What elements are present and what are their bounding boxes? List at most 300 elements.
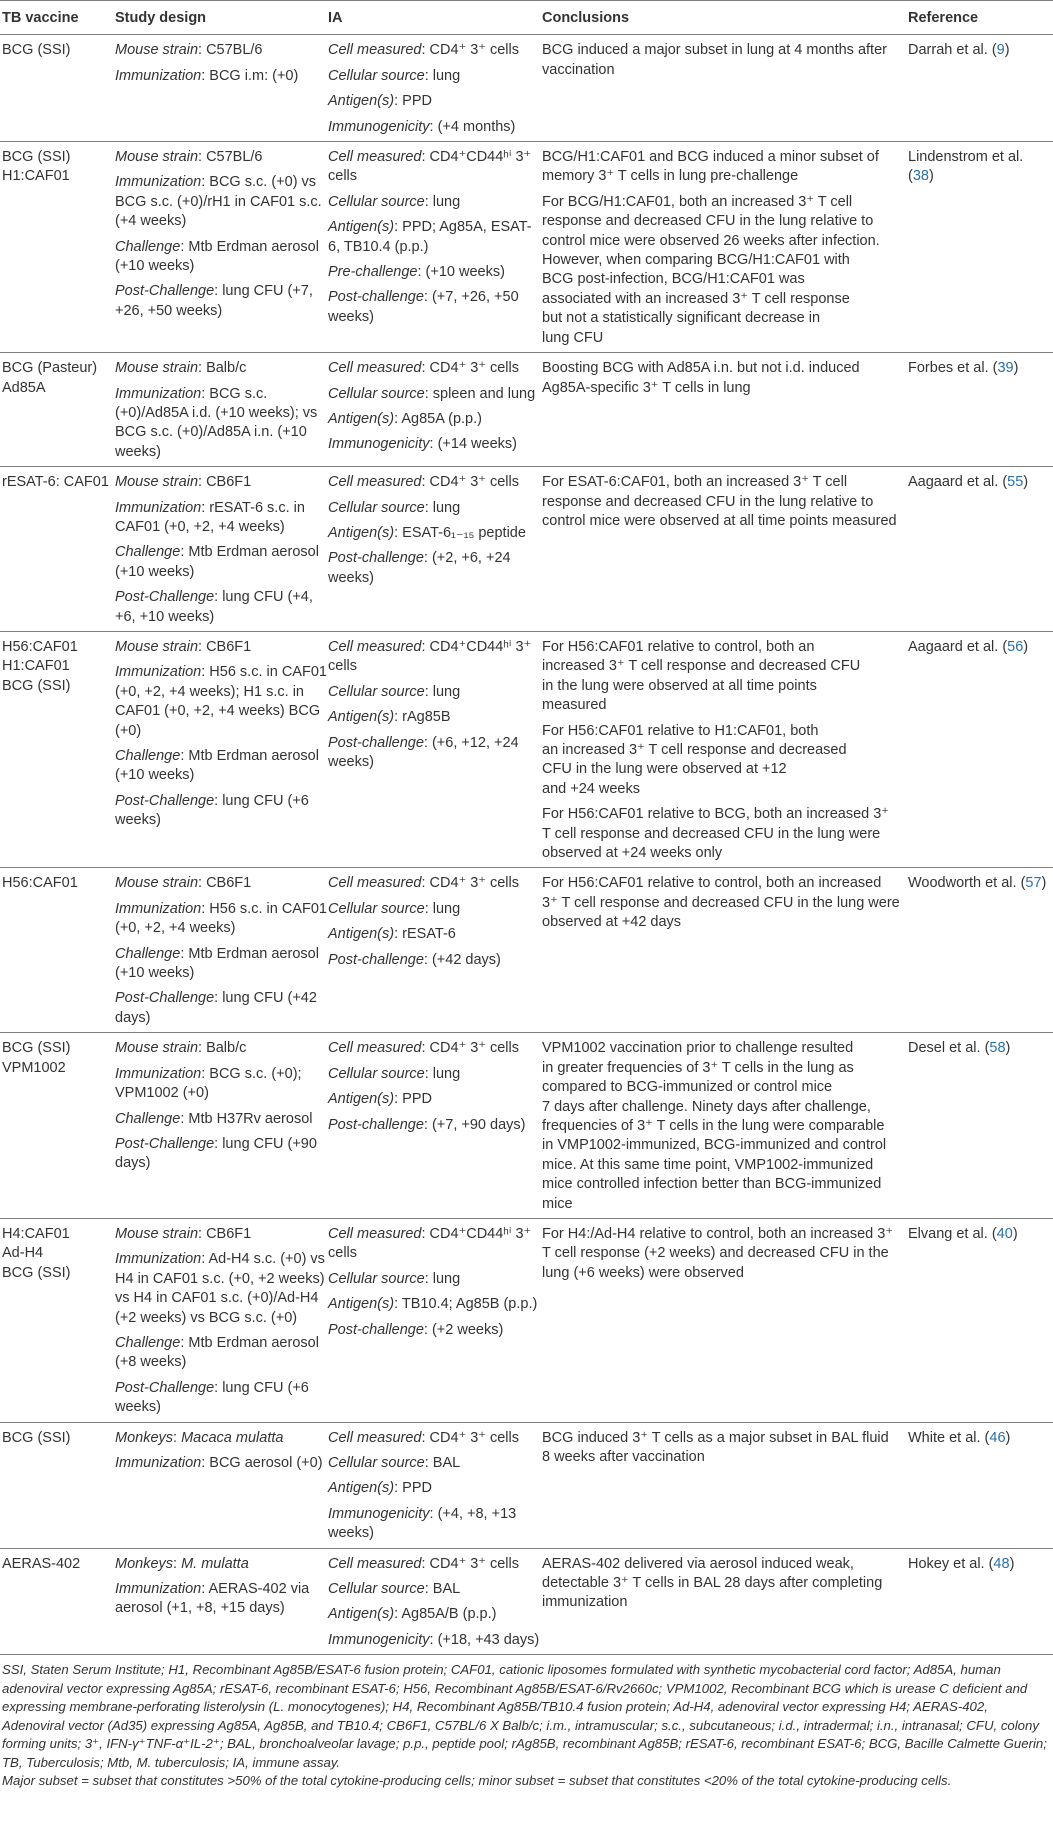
design-key: Monkeys	[115, 1555, 174, 1572]
ia-key: Cell measured	[328, 1429, 422, 1446]
cell-study-design	[115, 1033, 328, 1219]
reference-text: Aagaard et al. (	[908, 638, 1008, 655]
ia-entry	[328, 499, 542, 518]
table-header	[0, 1, 1053, 35]
design-key: Post-Challenge	[115, 1379, 215, 1396]
ia-entry	[328, 951, 542, 970]
conclusion-line: For ESAT-6:CAF01, both an increased 3⁺ T cell	[542, 474, 848, 491]
ia-key: Immunogenicity	[328, 118, 430, 135]
cell-conclusions	[542, 353, 908, 467]
design-key: Post-Challenge	[115, 589, 215, 606]
ia-value: : CD4⁺ 3⁺ cells	[421, 1429, 519, 1446]
ia-entry	[328, 1321, 542, 1340]
design-entry	[115, 1379, 328, 1418]
vaccine-name: BCG (SSI)	[2, 1040, 71, 1057]
design-key: Mouse strain	[115, 875, 199, 892]
ia-key: Cell measured	[328, 1555, 422, 1572]
ia-entry	[328, 638, 542, 677]
design-entry	[115, 1454, 328, 1473]
conclusion-line: T cell response (+2 weeks) and decreased CFU in the	[542, 1245, 889, 1262]
ia-entry	[328, 1605, 542, 1624]
header-reference: Reference	[908, 1, 1053, 35]
design-value: :	[173, 1429, 182, 1446]
design-key: Mouse strain	[115, 360, 199, 377]
ia-key: Post-challenge	[328, 289, 424, 306]
ia-key: Pre-challenge	[328, 264, 418, 281]
ia-entry	[328, 1116, 542, 1135]
ia-key: Antigen(s)	[328, 93, 395, 110]
design-entry	[115, 385, 328, 463]
ia-entry	[328, 263, 542, 282]
design-value: : Balb/c	[198, 360, 247, 377]
conclusion-line: However, when comparing BCG/H1:CAF01 with	[542, 252, 850, 269]
ia-value: : BAL	[424, 1581, 461, 1598]
design-entry	[115, 747, 328, 786]
design-value: : lung CFU (+7, +26, +50 weeks)	[115, 283, 313, 319]
design-entry	[115, 1555, 328, 1574]
conclusion-paragraph	[542, 722, 908, 800]
reference-number: 56	[1007, 638, 1024, 655]
conclusion-line: compared to BCG-immunized or control mice	[542, 1079, 833, 1096]
reference-close: )	[1023, 474, 1029, 491]
conclusion-paragraph	[542, 1555, 908, 1613]
conclusion-line: lung CFU	[542, 329, 604, 346]
cell-conclusions	[542, 868, 908, 1033]
ia-value: : ESAT-6₁₋₁₅ peptide	[394, 524, 526, 541]
ia-value: : (+4, +8, +13 weeks)	[328, 1505, 517, 1542]
design-value: : Mtb H37Rv aerosol	[180, 1110, 313, 1127]
design-entry	[115, 989, 328, 1028]
ia-key: Cellular source	[328, 67, 425, 84]
ia-value: : (+2 weeks)	[423, 1321, 504, 1338]
ia-entry	[328, 925, 542, 944]
conclusion-line: 7 days after challenge. Ninety days after challenge,	[542, 1098, 871, 1115]
design-key: Mouse strain	[115, 42, 199, 59]
conclusion-line: BCG/H1:CAF01 and BCG induced a minor subset of	[542, 149, 879, 166]
design-key: Mouse strain	[115, 149, 199, 166]
ia-entry	[328, 288, 542, 327]
reference-close: )	[1023, 638, 1029, 655]
table-row	[0, 631, 1053, 867]
vaccine-name: rESAT-6: CAF01	[2, 474, 109, 491]
design-entry	[115, 945, 328, 984]
cell-study-design	[115, 1422, 328, 1548]
design-value: :	[173, 1555, 182, 1572]
design-entry	[115, 282, 328, 321]
cell-tb-vaccine	[0, 1033, 115, 1219]
ia-value: : PPD	[394, 1480, 432, 1497]
conclusion-line: response and decreased CFU in the lung relative to	[542, 493, 874, 510]
design-key: Immunization	[115, 1065, 202, 1082]
design-entry	[115, 173, 328, 231]
conclusion-paragraph	[542, 41, 908, 80]
ia-value: : PPD	[394, 93, 432, 110]
cell-ia	[328, 1422, 542, 1548]
vaccine-name: H56:CAF01	[2, 875, 78, 892]
conclusion-line: mice controlled infection better than BCG-immunized mice	[542, 1176, 882, 1212]
ia-entry	[328, 549, 542, 588]
cell-study-design	[115, 142, 328, 353]
cell-ia	[328, 142, 542, 353]
design-entry	[115, 1580, 328, 1619]
design-entry	[115, 1110, 328, 1129]
reference-close: )	[1012, 1225, 1018, 1242]
vaccine-name: H1:CAF01	[2, 168, 70, 185]
conclusion-paragraph	[542, 1429, 908, 1468]
ia-value: : (+6, +12, +24 weeks)	[328, 734, 519, 770]
ia-key: Antigen(s)	[328, 1480, 395, 1497]
reference-text: Woodworth et al. (	[908, 875, 1026, 892]
reference-text: White et al. (	[908, 1429, 990, 1446]
design-entry	[115, 473, 328, 492]
ia-key: Cellular source	[328, 499, 425, 516]
cell-ia	[328, 467, 542, 632]
ia-entry	[328, 1454, 542, 1473]
reference-text: Lindenstrom et al. (	[908, 149, 1024, 185]
ia-entry	[328, 148, 542, 187]
reference-number: 55	[1007, 474, 1024, 491]
ia-value: : lung	[424, 499, 461, 516]
ia-entry	[328, 1631, 542, 1650]
conclusion-paragraph	[542, 1039, 908, 1214]
vaccine-name: BCG (SSI)	[2, 149, 71, 166]
conclusion-paragraph	[542, 1225, 908, 1283]
ia-value: : (+18, +43 days)	[429, 1631, 540, 1648]
design-value: : AERAS-402 via aerosol (+1, +8, +15 days)	[115, 1581, 310, 1617]
design-entry	[115, 638, 328, 657]
table-row	[0, 1033, 1053, 1219]
ia-value: : PPD	[394, 1091, 432, 1108]
conclusion-line: measured	[542, 697, 607, 714]
conclusion-line: associated with an increased 3⁺ T cell response	[542, 290, 850, 307]
header-row	[0, 1, 1053, 35]
cell-conclusions	[542, 631, 908, 867]
cell-reference	[908, 1033, 1053, 1219]
ia-entry	[328, 1505, 542, 1544]
conclusion-line: and +24 weeks	[542, 780, 640, 797]
ia-value: : CD4⁺ 3⁺ cells	[421, 474, 519, 491]
cell-conclusions	[542, 35, 908, 142]
conclusion-line: T cell response and decreased CFU in the lung were	[542, 825, 881, 842]
conclusion-line: CFU in the lung were observed at +12	[542, 761, 787, 778]
conclusion-line: Boosting BCG with Ad85A i.n. but not i.d. induced	[542, 360, 860, 377]
design-value: : H56 s.c. in CAF01 (+0, +2, +4 weeks)	[115, 900, 327, 937]
cell-ia	[328, 1548, 542, 1655]
ia-entry	[328, 683, 542, 702]
ia-entry	[328, 1295, 542, 1314]
design-key: Monkeys	[115, 1429, 174, 1446]
cell-study-design	[115, 1548, 328, 1655]
design-value-italic: M. mulatta	[181, 1555, 249, 1572]
conclusion-line: For H56:CAF01 relative to H1:CAF01, both	[542, 722, 819, 739]
ia-key: Antigen(s)	[328, 1091, 395, 1108]
ia-key: Cellular source	[328, 1455, 425, 1471]
conclusion-line: in greater frequencies of 3⁺ T cells in the lung as	[542, 1059, 854, 1076]
design-key: Immunization	[115, 174, 202, 191]
design-value: : Ad-H4 s.c. (+0) vs H4 in CAF01 s.c. (+0, +2 weeks) vs H4 in CAF01 s.c. (+0)/Ad-H4 (+2 weeks) vs BCG s.c. (+0)	[115, 1251, 325, 1326]
ia-value: : Ag85A/B (p.p.)	[394, 1606, 497, 1623]
vaccine-name: BCG (SSI)	[2, 1264, 71, 1281]
conclusion-line: VPM1002 vaccination prior to challenge resulted	[542, 1040, 854, 1057]
design-key: Post-Challenge	[115, 283, 215, 300]
cell-study-design	[115, 353, 328, 467]
cell-ia	[328, 868, 542, 1033]
ia-key: Post-challenge	[328, 734, 424, 751]
table-row	[0, 142, 1053, 353]
cell-study-design	[115, 868, 328, 1033]
ia-entry	[328, 118, 542, 137]
conclusion-line: For BCG/H1:CAF01, both an increased 3⁺ T cell	[542, 193, 853, 210]
design-entry	[115, 1250, 328, 1328]
conclusion-line: 3⁺ T cell response and decreased CFU in the lung were	[542, 894, 900, 911]
ia-key: Cell measured	[328, 149, 422, 166]
vaccine-name: Ad-H4	[2, 1245, 44, 1262]
conclusion-line: For H4:/Ad-H4 relative to control, both an increased 3⁺	[542, 1225, 893, 1242]
design-value: : Mtb Erdman aerosol (+10 weeks)	[115, 544, 319, 580]
design-value: : CB6F1	[198, 474, 252, 491]
ia-value: : (+42 days)	[423, 951, 501, 968]
design-key: Challenge	[115, 1110, 181, 1127]
reference-close: )	[1009, 1555, 1015, 1572]
reference-number: 58	[989, 1040, 1006, 1057]
ia-entry	[328, 1039, 542, 1058]
ia-value: : CD4⁺CD44ʰⁱ 3⁺ cells	[328, 1225, 532, 1262]
reference-text: Hokey et al. (	[908, 1555, 994, 1572]
design-key: Immunization	[115, 67, 202, 84]
vaccine-name: BCG (SSI)	[2, 42, 71, 59]
ia-entry	[328, 435, 542, 454]
ia-value: : lung	[424, 1065, 461, 1082]
conclusion-line: BCG induced a major subset in lung at 4 months after	[542, 42, 887, 59]
design-value: : BCG i.m: (+0)	[201, 67, 299, 84]
ia-entry	[328, 874, 542, 893]
ia-key: Post-challenge	[328, 1321, 424, 1338]
vaccine-name: H4:CAF01	[2, 1225, 70, 1242]
design-key: Post-Challenge	[115, 792, 215, 809]
vaccine-name: BCG (Pasteur)	[2, 360, 98, 377]
cell-tb-vaccine	[0, 631, 115, 867]
ia-key: Antigen(s)	[328, 524, 395, 541]
reference-text: Elvang et al. (	[908, 1225, 997, 1242]
design-value: : lung CFU (+42 days)	[115, 990, 317, 1026]
ia-key: Immunogenicity	[328, 1505, 430, 1522]
design-key: Post-Challenge	[115, 1135, 215, 1152]
conclusion-line: observed at +24 weeks only	[542, 845, 723, 862]
ia-value: : (+7, +90 days)	[423, 1116, 526, 1133]
table-row	[0, 1548, 1053, 1655]
ia-value: : TB10.4; Ag85B (p.p.)	[394, 1296, 538, 1313]
ia-value: : (+2, +6, +24 weeks)	[328, 550, 511, 586]
cell-reference	[908, 467, 1053, 632]
design-entry	[115, 148, 328, 167]
design-key: Challenge	[115, 748, 181, 764]
design-entry	[115, 1065, 328, 1104]
conclusion-line: an increased 3⁺ T cell response and decreased	[542, 742, 847, 758]
ia-key: Cellular source	[328, 1270, 425, 1287]
vaccine-name: BCG (SSI)	[2, 1429, 71, 1446]
vaccine-name: H56:CAF01	[2, 638, 78, 655]
ia-value: : lung	[424, 683, 461, 700]
conclusion-paragraph	[542, 473, 908, 531]
conclusion-line: BCG induced 3⁺ T cells as a major subset in BAL fluid	[542, 1429, 889, 1446]
ia-value: : CD4⁺ 3⁺ cells	[421, 42, 519, 59]
design-value: : C57BL/6	[198, 42, 263, 59]
conclusion-line: response and decreased CFU in the lung relative to	[542, 213, 874, 230]
cell-ia	[328, 1218, 542, 1422]
conclusion-line: in the lung were observed at all time points	[542, 677, 817, 694]
conclusion-paragraph	[542, 805, 908, 863]
design-key: Mouse strain	[115, 474, 199, 491]
design-value: : lung CFU (+6 weeks)	[115, 1379, 309, 1416]
conclusion-paragraph	[542, 359, 908, 398]
design-value: : H56 s.c. in CAF01 (+0, +2, +4 weeks); H1 s.c. in CAF01 (+0, +2, +4 weeks) BCG (+0)	[115, 664, 327, 739]
conclusion-paragraph	[542, 193, 908, 348]
reference-close: )	[1004, 42, 1010, 59]
reference-close: )	[1013, 360, 1019, 377]
reference-number: 48	[993, 1555, 1010, 1572]
cell-study-design	[115, 467, 328, 632]
conclusion-line: For H56:CAF01 relative to BCG, both an increased 3⁺	[542, 806, 889, 823]
cell-tb-vaccine	[0, 142, 115, 353]
cell-tb-vaccine	[0, 467, 115, 632]
reference-number: 38	[912, 168, 929, 185]
cell-ia	[328, 35, 542, 142]
design-value: : lung CFU (+6 weeks)	[115, 792, 309, 829]
ia-entry	[328, 1479, 542, 1498]
conclusion-line: 8 weeks after vaccination	[542, 1449, 705, 1465]
ia-key: Cellular source	[328, 1065, 425, 1082]
footnote-abbreviations: SSI, Staten Serum Institute; H1, Recombinant Ag85B/ESAT-6 fusion protein; CAF01, cationic liposomes formulated with synthetic mycobacterial cord factor; Ad85A, human adenoviral vector expressing Ag85A; rESAT-6, recombinant ESAT-6; H56, Recombinant Ag85B/ESAT-6/Rv2660c; VPM1002, Recombinant BCG which is urease C deficient and expressing membrane-perforating listerolysin (L. monocytogenes); H4, Recombinant Ag85B/TB10.4 fusion protein; Ad-H4, adenoviral vector expressing H4; AERAS-402, Adenoviral vector (Ad35) expressing Ag85A, Ag85B, and TB10.4; CB6F1, C57BL/6 X Balb/c; i.m., intramuscular; s.c., subcutaneous; i.d., intradermal; i.n., intranasal; CFU, colony forming units; 3⁺, IFN-γ⁺TNF-α⁺IL-2⁺; BAL, bronchoalveolar lavage; p.p., peptide pool; rAg85B, recombinant Ag85B; rESAT-6, recombinant ESAT-6; BCG, Bacille Calmette Guerin; TB, Tuberculosis; Mtb, M. tuberculosis; IA, immune assay.	[2, 1662, 1047, 1770]
design-entry	[115, 874, 328, 893]
design-key: Mouse strain	[115, 638, 199, 655]
cell-study-design	[115, 35, 328, 142]
conclusion-line: For H56:CAF01 relative to control, both an increased	[542, 875, 882, 892]
design-value: : lung CFU (+90 days)	[115, 1135, 317, 1172]
ia-key: Antigen(s)	[328, 709, 395, 726]
design-entry	[115, 1039, 328, 1058]
cell-tb-vaccine	[0, 35, 115, 142]
conclusion-line: mice. At this same time point, VMP1002-immunized	[542, 1156, 874, 1173]
design-value: : Mtb Erdman aerosol (+10 weeks)	[115, 945, 319, 982]
reference-number: 39	[997, 360, 1014, 377]
table-row	[0, 35, 1053, 142]
ia-entry	[328, 1429, 542, 1448]
reference-close: )	[1005, 1040, 1011, 1057]
cell-study-design	[115, 631, 328, 867]
conclusion-line: AERAS-402 delivered via aerosol induced weak,	[542, 1555, 854, 1572]
cell-conclusions	[542, 142, 908, 353]
reference-text: Aagaard et al. (	[908, 474, 1008, 491]
design-key: Challenge	[115, 945, 181, 962]
design-key: Immunization	[115, 664, 202, 681]
ia-entry	[328, 359, 542, 378]
ia-entry	[328, 1580, 542, 1599]
conclusion-line: detectable 3⁺ T cells in BAL 28 days after completing	[542, 1575, 883, 1592]
ia-value: : (+10 weeks)	[417, 264, 505, 281]
ia-key: Cellular source	[328, 683, 425, 700]
ia-key: Cell measured	[328, 875, 422, 892]
table-row	[0, 467, 1053, 632]
reference-close: )	[1005, 1429, 1011, 1446]
table-footnote	[0, 1661, 1053, 1791]
design-entry	[115, 588, 328, 627]
cell-ia	[328, 1033, 542, 1219]
ia-value: : CD4⁺ 3⁺ cells	[421, 875, 519, 892]
ia-key: Cell measured	[328, 474, 422, 491]
header-conclusions: Conclusions	[542, 1, 908, 35]
design-entry	[115, 238, 328, 277]
ia-value: : CD4⁺CD44ʰⁱ 3⁺ cells	[328, 638, 532, 675]
ia-entry	[328, 193, 542, 212]
conclusion-paragraph	[542, 638, 908, 716]
ia-key: Cellular source	[328, 385, 425, 402]
header-study-design: Study design	[115, 1, 328, 35]
vaccine-name: H1:CAF01	[2, 658, 70, 675]
ia-entry	[328, 1555, 542, 1574]
ia-entry	[328, 385, 542, 404]
ia-value: : CD4⁺CD44ʰⁱ 3⁺ cells	[328, 149, 532, 185]
ia-entry	[328, 708, 542, 727]
design-entry	[115, 1429, 328, 1448]
design-value: : C57BL/6	[198, 149, 263, 166]
cell-tb-vaccine	[0, 1218, 115, 1422]
cell-reference	[908, 35, 1053, 142]
conclusion-line: For H56:CAF01 relative to control, both an	[542, 638, 815, 655]
conclusion-line: lung (+6 weeks) were observed	[542, 1264, 744, 1281]
ia-key: Antigen(s)	[328, 926, 395, 943]
design-key: Challenge	[115, 238, 181, 255]
vaccine-name: Ad85A	[2, 379, 46, 396]
design-key: Mouse strain	[115, 1040, 199, 1057]
design-key: Post-Challenge	[115, 990, 215, 1007]
design-entry	[115, 663, 328, 741]
ia-value: : BAL	[424, 1455, 461, 1471]
ia-entry	[328, 1090, 542, 1109]
design-key: Immunization	[115, 385, 202, 402]
ia-entry	[328, 473, 542, 492]
conclusion-paragraph	[542, 874, 908, 932]
cell-reference	[908, 142, 1053, 353]
design-key: Challenge	[115, 1334, 181, 1351]
table-body	[0, 35, 1053, 1655]
cell-conclusions	[542, 467, 908, 632]
ia-value: : rAg85B	[394, 709, 451, 726]
design-key: Mouse strain	[115, 1225, 199, 1242]
reference-text: Forbes et al. (	[908, 360, 998, 377]
ia-key: Cell measured	[328, 1225, 422, 1242]
ia-key: Cell measured	[328, 1040, 422, 1057]
design-value: : Mtb Erdman aerosol (+10 weeks)	[115, 748, 319, 784]
conclusion-line: in VMP1002-immunized, BCG-immunized and control	[542, 1137, 887, 1154]
cell-tb-vaccine	[0, 868, 115, 1033]
conclusion-line: vaccination	[542, 61, 615, 78]
cell-reference	[908, 868, 1053, 1033]
vaccine-name: VPM1002	[2, 1059, 66, 1076]
design-key: Immunization	[115, 499, 202, 516]
ia-entry	[328, 900, 542, 919]
cell-reference	[908, 631, 1053, 867]
footnote-definition: Major subset = subset that constitutes >50% of the total cytokine-producing cells; minor subset = subset that constitutes <20% of the total cytokine-producing cells.	[2, 1773, 952, 1789]
ia-entry	[328, 218, 542, 257]
conclusion-line: memory 3⁺ T cells in lung pre-challenge	[542, 168, 799, 185]
ia-key: Cellular source	[328, 1581, 425, 1598]
design-value: : BCG s.c. (+0)/Ad85A i.d. (+10 weeks); vs BCG s.c. (+0)/Ad85A i.n. (+10 weeks)	[115, 385, 318, 460]
table-row	[0, 353, 1053, 467]
cell-conclusions	[542, 1548, 908, 1655]
ia-entry	[328, 67, 542, 86]
design-value: : BCG s.c. (+0); VPM1002 (+0)	[115, 1065, 302, 1102]
conclusion-line: control mice were observed 26 weeks after infection.	[542, 232, 880, 249]
